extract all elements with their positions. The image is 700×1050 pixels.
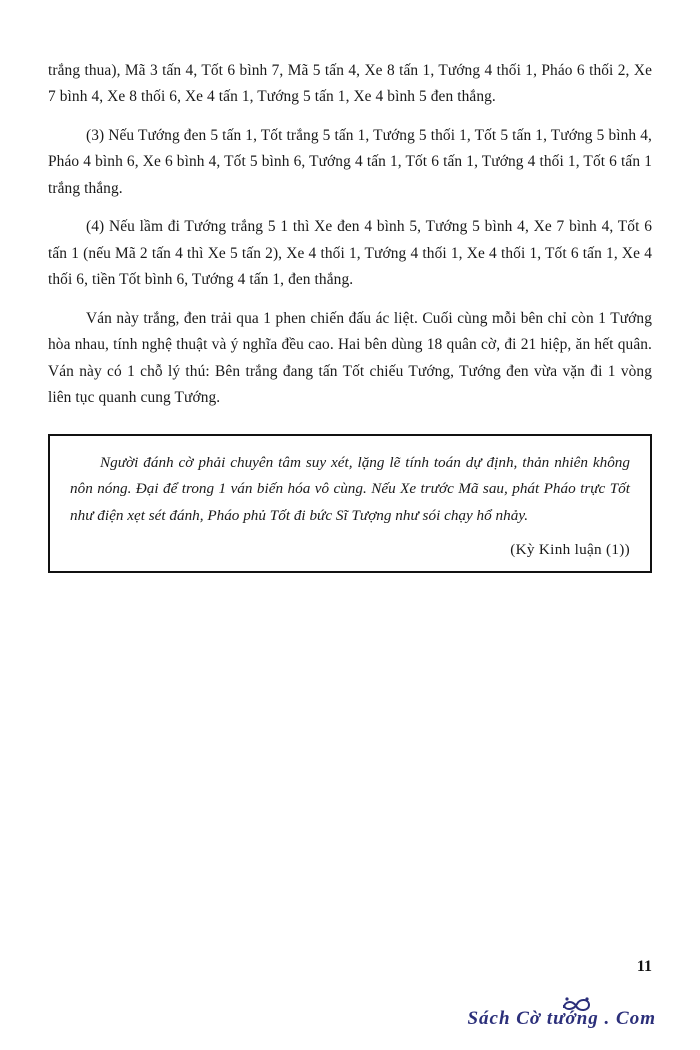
paragraph-variation-4: (4) Nếu lầm đi Tướng trắng 5 1 thì Xe đen 4 bình 5, Tướng 5 bình 4, Xe 7 bình 4, Tốt 6 tấn 1 (nếu Mã 2 tấn 4 thì Xe 5 tấn 2), Xe 4 thối 1, Tướng 4 thối 1, Xe 4 thối 1, Tốt 6 tấn 1, Xe 4 thối 6, tiền Tốt bình 6, Tướng 4 tấn 1, đen thắng. (48, 218, 652, 289)
watermark (446, 1000, 656, 1040)
paragraph-variation-3: (3) Nếu Tướng đen 5 tấn 1, Tốt trắng 5 tấn 1, Tướng 5 thối 1, Tốt 5 tấn 1, Tướng 5 bình 4, Pháo 4 bình 6, Xe 6 bình 4, Tốt 5 bình 6, Tướng 4 tấn 1, Tốt 6 tấn 1, Tướng 4 thối 1, Tốt 6 tấn 1 trắng thắng. (48, 126, 652, 197)
page-number: 11 (636, 958, 652, 975)
paragraph-summary: Ván này trắng, đen trải qua 1 phen chiến đấu ác liệt. Cuối cùng mỗi bên chỉ còn 1 Tướng hòa nhau, tính nghệ thuật và ý nghĩa đều cao. Hai bên dùng 18 quân cờ, đi 21 hiệp, ăn hết quân. Ván này có 1 chỗ lý thú: Bên trắng đang tấn Tốt chiếu Tướng, Tướng đen vừa vặn đi 1 vòng liên tục quanh cung Tướng. (48, 309, 652, 407)
page-content (48, 58, 652, 573)
quote-attribution: (Kỳ Kinh luận (1)) (510, 541, 630, 559)
paragraph-continuation: trắng thua), Mã 3 tấn 4, Tốt 6 bình 7, Mã 5 tấn 4, Xe 8 tấn 1, Tướng 4 thối 1, Pháo 6 thối 2, Xe 7 bình 4, Xe 8 thối 6, Xe 4 tấn 1, Tướng 5 tấn 1, Xe 4 bình 5 đen thắng. (48, 62, 652, 106)
quote-text: Người đánh cờ phải chuyên tâm suy xét, lặng lẽ tính toán dự định, thản nhiên không nôn nóng. Đại để trong 1 ván biến hóa vô cùng. Nếu Xe trước Mã sau, phát Pháo trực Tốt như điện xẹt sét đánh, Pháo phủ Tốt đi bức Sĩ Tượng như sói chạy hổ nhảy. (70, 453, 630, 524)
watermark-text: Sách Cờ tướng . Com (467, 1008, 656, 1029)
quote-box (48, 434, 652, 573)
